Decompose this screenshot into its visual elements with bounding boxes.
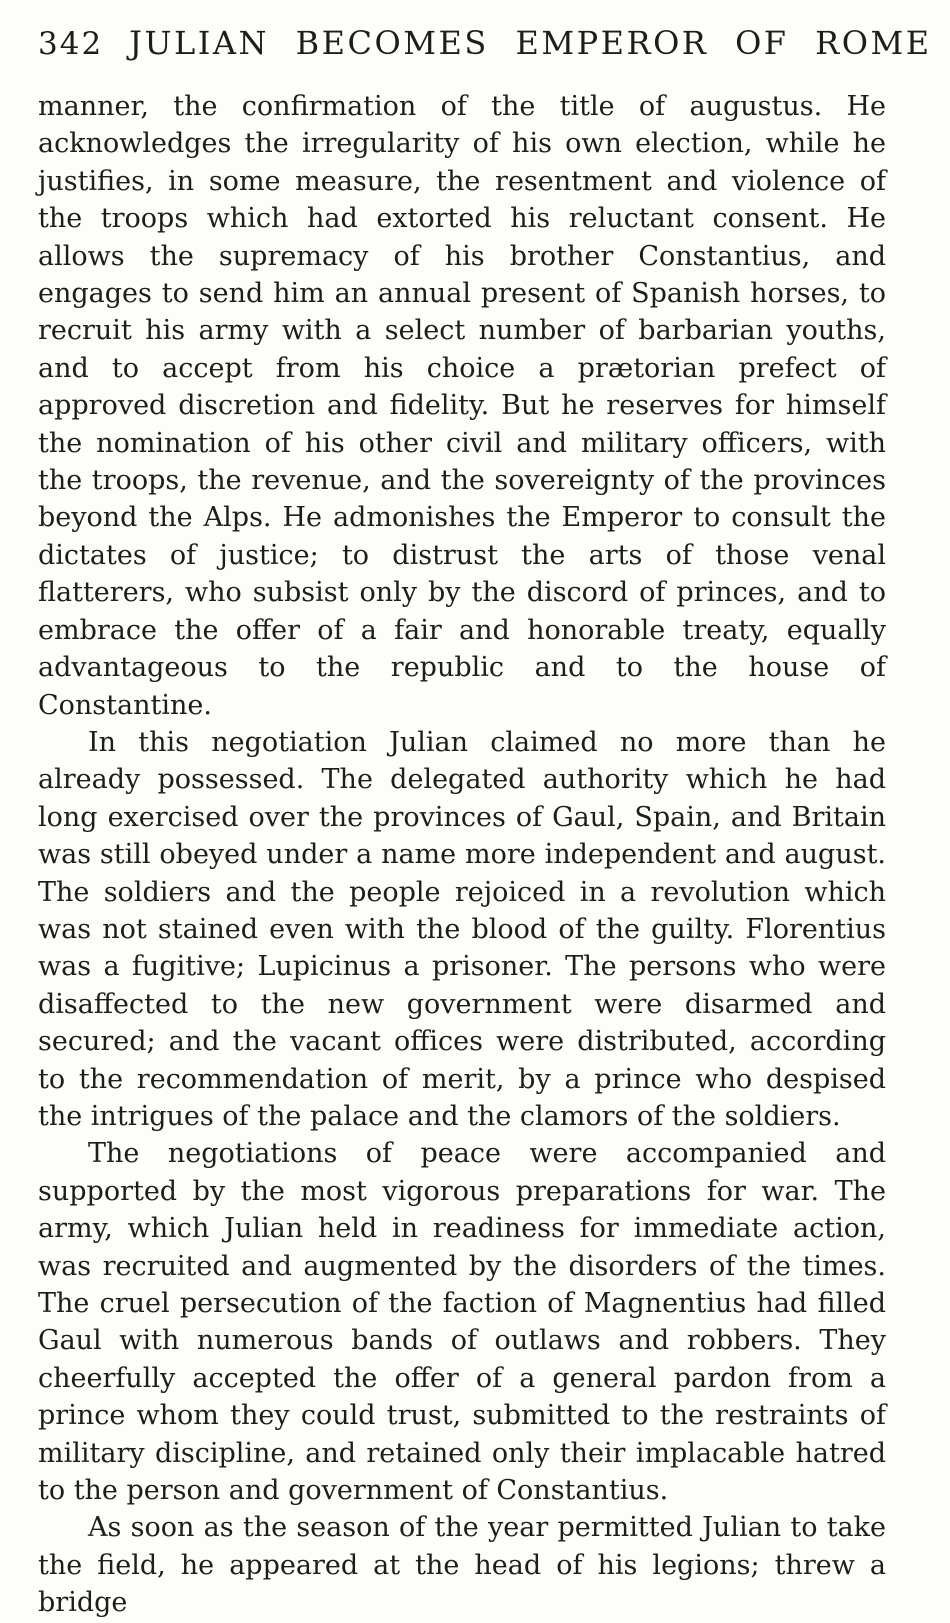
- page-number: 342: [38, 26, 104, 62]
- paragraph-2: In this negotiation Julian claimed no more than he already possessed. The delegated authority which he had long exercised over the provinces of Gaul, Spain, and Britain was still obeyed under a name more independent and august. The soldiers and the people rejoiced in a revolution which was not stained even with the blood of the guilty. Florentius was a fugitive; Lupicinus a prisoner. The persons who were disaffected to the new government were disarmed and secured; and the vacant offices were distributed, according to the recommendation of merit, by a prince who despised the intrigues of the palace and the clamors of the soldiers.: [38, 726, 886, 1132]
- running-title: JULIAN BECOMES EMPEROR OF ROME: [129, 24, 932, 62]
- paragraph-4: As soon as the season of the year permitted Julian to take the field, he appeared at the head of his legions; threw a bridge: [38, 1512, 886, 1619]
- page-header: [38, 24, 932, 62]
- paragraph-3: The negotiations of peace were accompanied and supported by the most vigorous preparations for war. The army, which Julian held in readiness for immediate action, was recruited and augmented by the disorders of the times. The cruel persecution of the faction of Magnentius had filled Gaul with numerous bands of outlaws and robbers. They cheerfully accepted the offer of a general pardon from a prince whom they could trust, submitted to the restraints of military discipline, and retained only their implacable hatred to the person and government of Constantius.: [38, 1138, 886, 1507]
- page-body: [38, 88, 886, 1622]
- paragraph-1: manner, the confirmation of the title of augustus. He acknowledges the irregularity of his own election, while he justifies, in some measure, the resentment and violence of the troops which had extorted his reluctant consent. He allows the supremacy of his brother Constantius, and engages to send him an annual present of Spanish horses, to recruit his army with a select number of barbarian youths, and to accept from his choice a prætorian prefect of approved discretion and fidelity. But he reserves for himself the nomination of his other civil and military officers, with the troops, the revenue, and the sovereignty of the provinces beyond the Alps. He admonishes the Emperor to consult the dictates of justice; to distrust the arts of those venal flatterers, who subsist only by the discord of princes, and to embrace the offer of a fair and honorable treaty, equally advantageous to the republic and to the house of Constantine.: [38, 91, 886, 721]
